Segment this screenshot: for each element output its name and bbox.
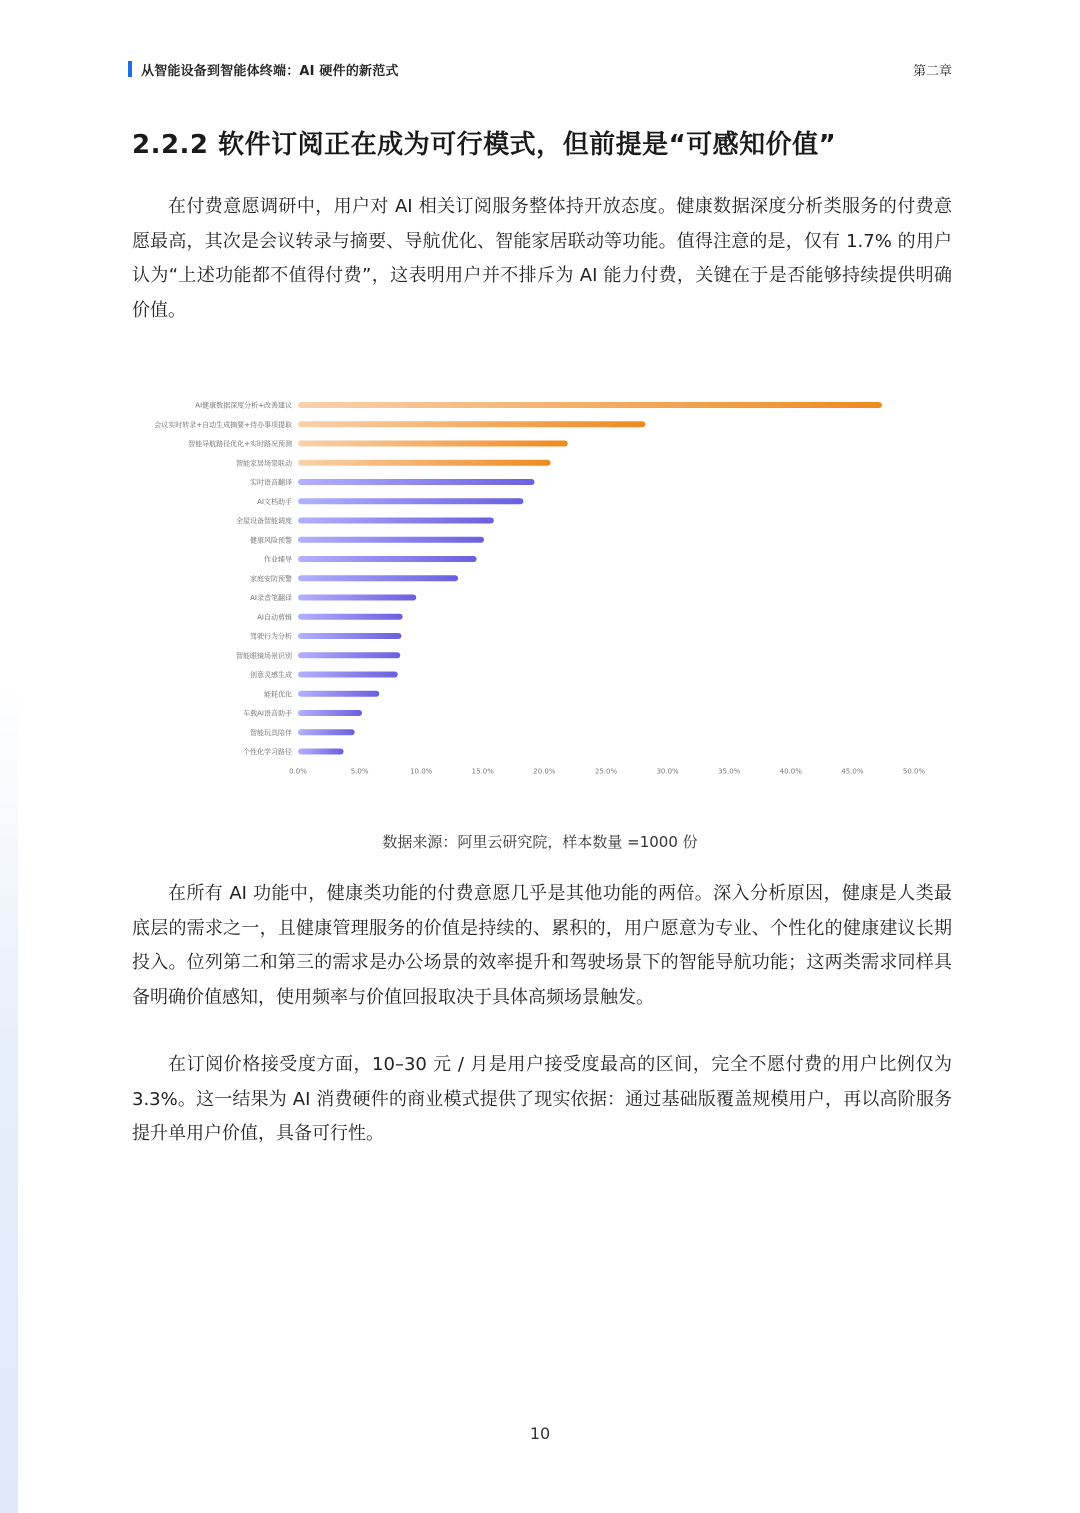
category-label-16: 能耗优化: [264, 690, 292, 699]
bar-5: [298, 479, 535, 485]
section-title: 2.2.2 软件订阅正在成为可行模式，但前提是“可感知价值”: [132, 130, 837, 160]
category-label-15: 创意灵感生成: [250, 671, 292, 679]
category-label-13: 驾驶行为分析: [250, 632, 292, 641]
category-label-8: 健康风险预警: [250, 536, 292, 545]
x-tick-label-3: 15.0%: [471, 767, 494, 776]
paragraph-pricing: 在订阅价格接受度方面，10–30 元 / 月是用户接受度最高的区间，完全不愿付费的用户比例仅为 3.3%。这一结果为 AI 消费硬件的商业模式提供了现实依据：通过基础版覆盖规模用户，再以高阶服务提升单用户价值，具备可行性。: [132, 1054, 952, 1144]
bar-16: [298, 691, 379, 697]
bar-6: [298, 498, 523, 504]
bar-9: [298, 556, 477, 562]
page-number: 10: [529, 1424, 551, 1443]
page-header: [128, 58, 952, 80]
bar-10: [298, 575, 458, 581]
category-label-9: 作业辅导: [264, 555, 292, 564]
category-label-2: 会议实时转录+自动生成摘要+待办事项提取: [154, 420, 292, 429]
bar-8: [298, 537, 484, 543]
category-label-1: AI健康数据深度分析+改善建议: [195, 401, 292, 410]
x-tick-label-0: 0.0%: [289, 767, 307, 776]
x-tick-label-4: 20.0%: [533, 767, 556, 776]
bar-19: [298, 749, 344, 755]
chapter-label: 第二章: [912, 63, 952, 79]
category-label-11: AI录音笔翻译: [250, 594, 292, 602]
bar-4: [298, 460, 551, 466]
x-tick-label-7: 35.0%: [718, 767, 741, 776]
x-tick-label-2: 10.0%: [410, 767, 433, 776]
x-tick-label-6: 30.0%: [656, 767, 679, 776]
bar-1: [298, 402, 882, 408]
bars-layer: [298, 402, 882, 755]
x-tick-label-8: 40.0%: [779, 767, 802, 776]
x-tick-label-1: 5.0%: [350, 767, 369, 776]
category-labels: [154, 401, 292, 757]
bar-12: [298, 614, 403, 620]
bar-7: [298, 518, 494, 524]
category-label-12: AI自动剪辑: [257, 613, 292, 622]
category-label-18: 智能玩具陪伴: [250, 728, 292, 737]
category-label-19: 个性化学习路径: [243, 748, 292, 756]
x-tick-label-5: 25.0%: [594, 767, 618, 776]
x-tick-label-9: 45.0%: [841, 767, 864, 776]
header-left: [128, 60, 399, 79]
category-label-5: 实时语音翻译: [250, 478, 292, 487]
category-label-4: 智能家居场景联动: [236, 459, 292, 468]
paragraph-intro: 在付费意愿调研中，用户对 AI 相关订阅服务整体持开放态度。健康数据深度分析类服务的付费意愿最高，其次是会议转录与摘要、导航优化、智能家居联动等功能。值得注意的是，仅有 1.7% 的用户认为“上述功能都不值得付费”，这表明用户并不排斥为 AI 能力付费，关键在于是否能够持续提供明确价值。: [132, 196, 952, 321]
bar-15: [298, 672, 398, 678]
left-edge-gradient: [0, 0, 18, 1513]
category-label-3: 智能导航路径优化+实时路况预测: [188, 440, 292, 448]
x-axis-ticks: [289, 768, 925, 776]
bar-2: [298, 421, 645, 427]
header-accent-bar: [128, 61, 132, 77]
bar-17: [298, 710, 362, 716]
category-label-7: 全屋设备智能调度: [236, 517, 292, 525]
willingness-to-pay-bar-chart: [140, 390, 940, 790]
category-label-6: AI文档助手: [257, 497, 292, 506]
category-label-10: 家庭安防预警: [250, 574, 292, 583]
header-title: 从智能设备到智能体终端：AI 硬件的新范式: [141, 63, 399, 79]
paragraph-analysis: 在所有 AI 功能中，健康类功能的付费意愿几乎是其他功能的两倍。深入分析原因，健康是人类最底层的需求之一，且健康管理服务的价值是持续的、累积的，用户愿意为专业、个性化的健康建议长期投入。位列第二和第三的需求是办公场景的效率提升和驾驶场景下的智能导航功能；这两类需求同样具备明确价值感知，使用频率与价值回报取决于具体高频场景触发。: [132, 883, 952, 1008]
category-label-17: 车载AI语音助手: [243, 709, 292, 718]
bar-14: [298, 652, 400, 658]
bar-18: [298, 729, 355, 735]
category-label-14: 智能眼镜场景识别: [236, 651, 292, 660]
x-tick-label-10: 50.0%: [902, 767, 926, 776]
bar-3: [298, 441, 568, 447]
bar-11: [298, 595, 416, 601]
bar-13: [298, 633, 401, 639]
chart-caption: 数据来源：阿里云研究院，样本数量 =1000 份: [382, 833, 698, 851]
